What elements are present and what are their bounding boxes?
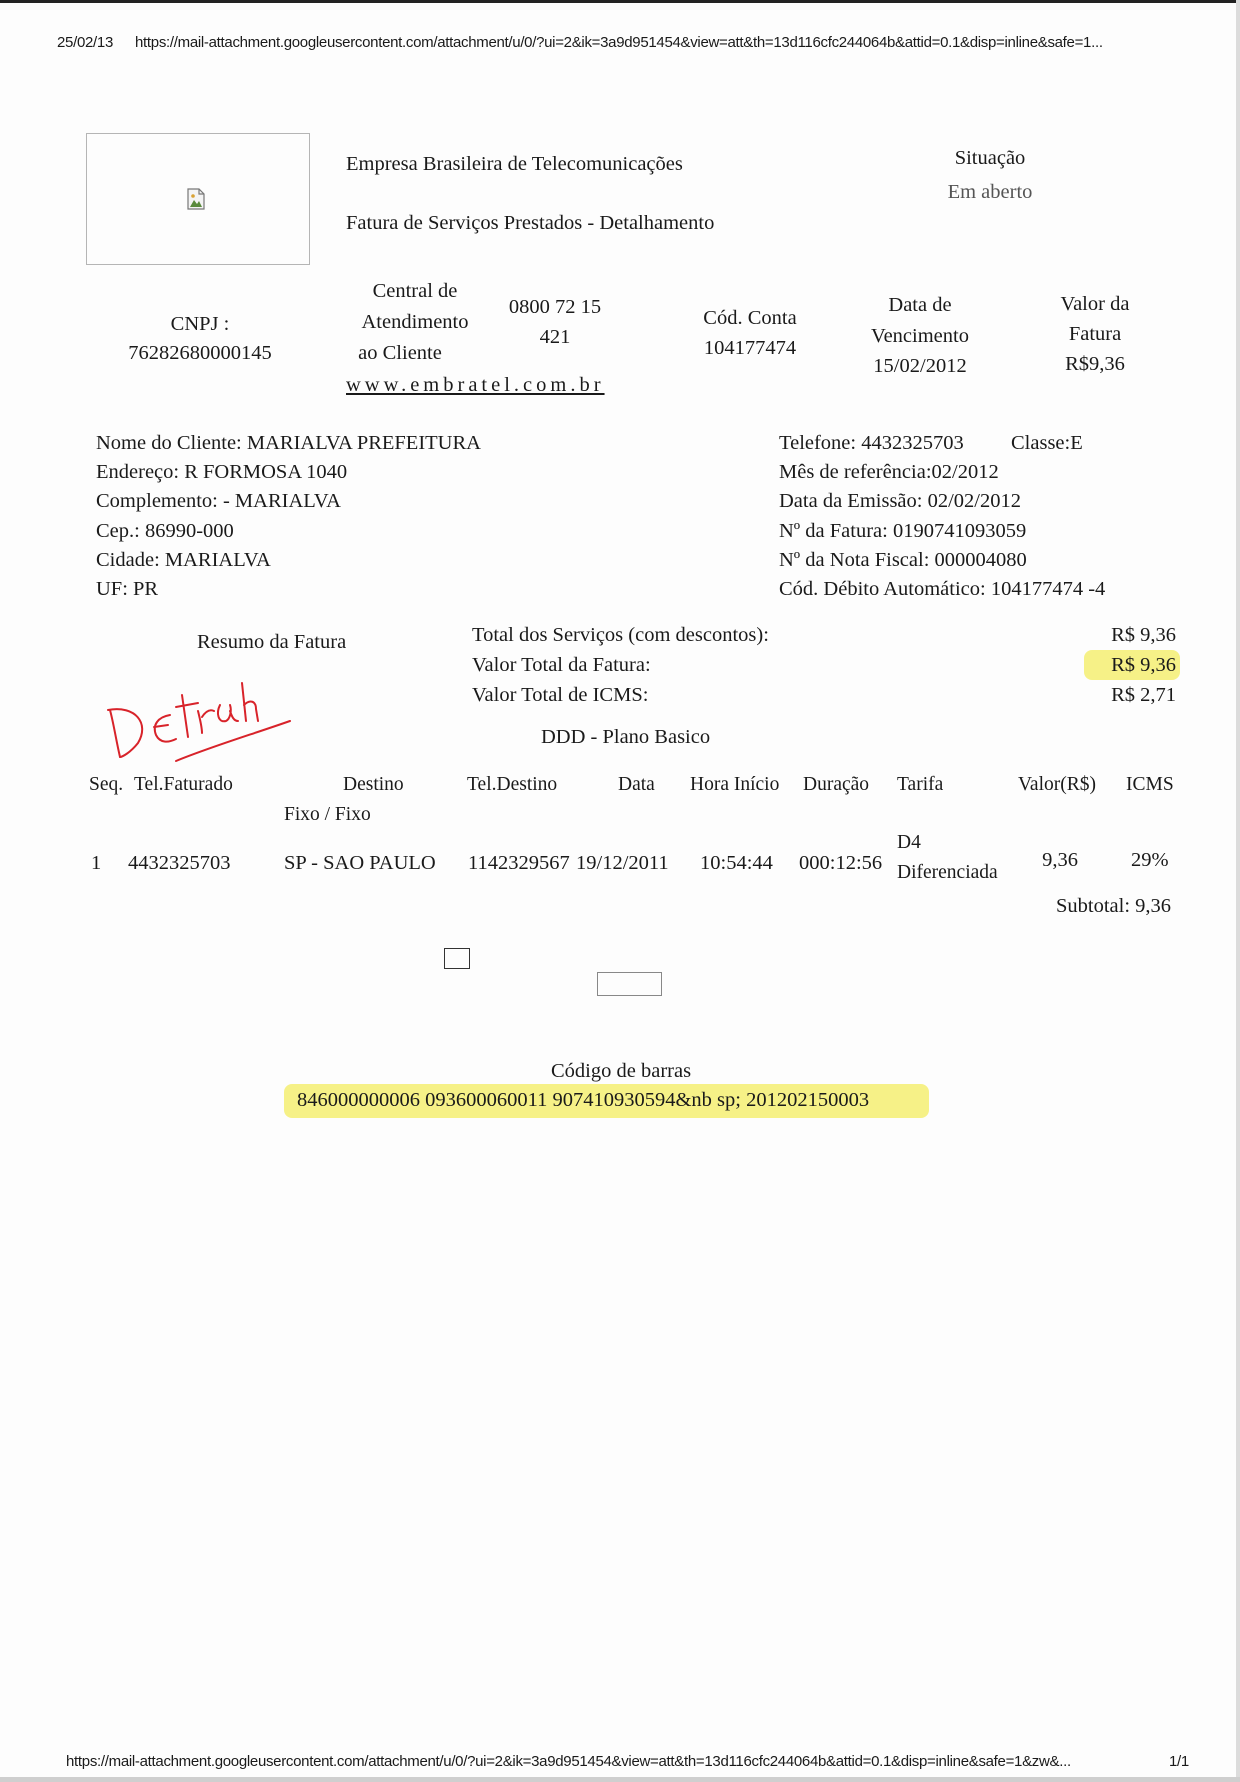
account-label: Cód. Conta xyxy=(703,307,797,329)
empty-checkbox[interactable] xyxy=(444,948,470,969)
invoice-class: Classe:E xyxy=(1011,432,1083,454)
account-value: 104177474 xyxy=(703,337,797,359)
company-logo-placeholder xyxy=(86,133,310,265)
customer-address: Endereço: R FORMOSA 1040 xyxy=(96,461,348,483)
company-name: Empresa Brasileira de Telecomunicações xyxy=(346,153,683,175)
cnpj-label: CNPJ : xyxy=(170,313,230,335)
summary-icms-label: Valor Total de ICMS: xyxy=(472,684,649,706)
col-header-tel-destino: Tel.Destino xyxy=(467,774,558,795)
barcode-value: 846000000006 093600060011 907410930594&nb sp; 201202150003 xyxy=(297,1089,870,1111)
cnpj-value: 76282680000145 xyxy=(128,342,272,364)
print-url-footer: https://mail-attachment.googleusercontent.com/attachment/u/0/?ui=2&ik=3a9d951454&view=att&th=13d116cfc244064b&attid=0.1&disp=inline&safe=1&zw&... xyxy=(66,1753,1071,1770)
summary-services-value: R$ 9,36 xyxy=(1111,624,1176,646)
row-seq: 1 xyxy=(91,852,102,874)
customer-name: Nome do Cliente: MARIALVA PREFEITURA xyxy=(96,432,481,454)
row-hora-inicio: 10:54:44 xyxy=(700,852,773,874)
col-header-seq: Seq. xyxy=(89,774,124,795)
col-header-tel-faturado: Tel.Faturado xyxy=(134,774,233,795)
central-label-line2: Atendimento xyxy=(361,311,469,333)
website-link[interactable]: www.embratel.com.br xyxy=(346,374,605,396)
plan-title: DDD - Plano Basico xyxy=(541,726,711,748)
support-phone-line2: 421 xyxy=(539,326,571,348)
broken-image-icon xyxy=(187,188,205,210)
row-icms: 29% xyxy=(1131,849,1169,871)
document-title: Fatura de Serviços Prestados - Detalhamento xyxy=(346,212,715,234)
central-label-line3: ao Cliente xyxy=(358,342,442,364)
print-page-number: 1/1 xyxy=(1169,1753,1189,1770)
col-header-icms: ICMS xyxy=(1126,774,1174,795)
col-header-valor: Valor(R$) xyxy=(1018,774,1096,795)
col-header-hora-inicio: Hora Início xyxy=(690,774,780,795)
status-value: Em aberto xyxy=(947,181,1033,203)
customer-city: Cidade: MARIALVA xyxy=(96,549,271,571)
row-destino: SP - SAO PAULO xyxy=(284,852,436,874)
row-valor: 9,36 xyxy=(1042,849,1078,871)
amount-label-line1: Valor da xyxy=(1060,293,1130,315)
row-duracao: 000:12:56 xyxy=(799,852,883,874)
scan-right-edge xyxy=(1236,0,1240,1782)
due-date-value: 15/02/2012 xyxy=(873,355,967,377)
due-date-label-line2: Vencimento xyxy=(871,325,969,347)
scan-top-edge xyxy=(0,0,1240,3)
auto-debit-code: Cód. Débito Automático: 104177474 -4 xyxy=(779,578,1106,600)
customer-cep: Cep.: 86990-000 xyxy=(96,520,234,542)
support-phone-line1: 0800 72 15 xyxy=(508,296,602,318)
summary-icms-value: R$ 2,71 xyxy=(1111,684,1176,706)
central-label-line1: Central de xyxy=(372,280,458,302)
fiscal-note-number: Nº da Nota Fiscal: 000004080 xyxy=(779,549,1027,571)
summary-total-label: Valor Total da Fatura: xyxy=(472,654,651,676)
col-header-data: Data xyxy=(618,774,655,795)
print-url-header: https://mail-attachment.googleusercontent.com/attachment/u/0/?ui=2&ik=3a9d951454&view=att&th=13d116cfc244064b&attid=0.1&disp=inline&safe=1... xyxy=(135,34,1103,51)
scan-bottom-edge xyxy=(0,1777,1240,1782)
summary-services-label: Total dos Serviços (com descontos): xyxy=(472,624,769,646)
row-data: 19/12/2011 xyxy=(576,852,669,874)
print-date: 25/02/13 xyxy=(57,34,113,51)
customer-complement: Complemento: - MARIALVA xyxy=(96,490,341,512)
row-tarifa-line2: Diferenciada xyxy=(897,862,998,883)
reference-month: Mês de referência:02/2012 xyxy=(779,461,999,483)
row-tel-faturado: 4432325703 xyxy=(128,852,231,874)
col-header-duracao: Duração xyxy=(803,774,870,795)
amount-label-line2: Fatura xyxy=(1068,323,1122,345)
row-tarifa-line1: D4 xyxy=(897,832,921,853)
customer-uf: UF: PR xyxy=(96,578,159,600)
handwritten-note xyxy=(100,665,300,765)
due-date-label-line1: Data de xyxy=(888,294,952,316)
invoice-phone: Telefone: 4432325703 xyxy=(779,432,964,454)
col-header-destino: Destino xyxy=(343,774,404,795)
empty-field-box[interactable] xyxy=(597,972,662,996)
amount-value: R$9,36 xyxy=(1065,353,1125,375)
invoice-number: Nº da Fatura: 0190741093059 xyxy=(779,520,1027,542)
col-header-tarifa: Tarifa xyxy=(897,774,944,795)
summary-title: Resumo da Fatura xyxy=(197,631,347,653)
summary-total-value: R$ 9,36 xyxy=(1111,654,1176,676)
col-header-destino-sub: Fixo / Fixo xyxy=(284,804,371,825)
barcode-title: Código de barras xyxy=(551,1060,692,1082)
calls-subtotal: Subtotal: 9,36 xyxy=(1056,895,1172,917)
row-tel-destino: 1142329567 xyxy=(468,852,570,874)
issue-date: Data da Emissão: 02/02/2012 xyxy=(779,490,1021,512)
status-label: Situação xyxy=(954,147,1026,169)
